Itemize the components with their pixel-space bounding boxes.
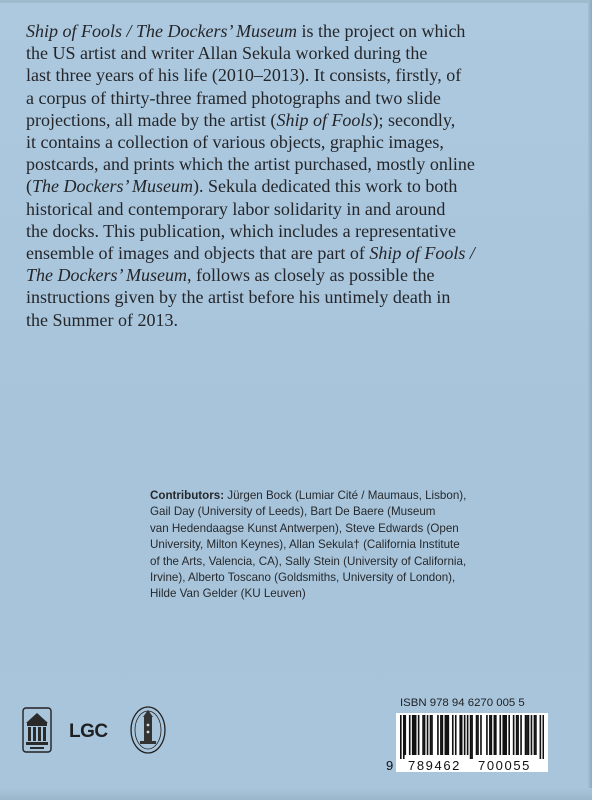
- barcode-bar: [486, 715, 488, 755]
- barcode-bar: [404, 715, 406, 755]
- blurb-line: [26, 220, 496, 242]
- contributors-first-line: [150, 488, 530, 504]
- blurb-text: postcards, and prints which the artist purchased, mostly online: [26, 154, 475, 175]
- contributors-line: van Hedendaagse Kunst Antwerpen), Steve Edwards (Open: [150, 521, 459, 535]
- barcode-bar: [459, 715, 461, 755]
- italic-title-text: The Dockers’ Museum: [26, 265, 187, 286]
- barcode-bar: [528, 715, 530, 755]
- barcode-bar: [412, 715, 414, 755]
- barcode-bar: [499, 715, 501, 755]
- barcode-digit-group-right: 700055: [478, 758, 531, 773]
- blurb-line: [26, 153, 496, 175]
- contributors-label: Contributors:: [150, 489, 225, 502]
- contributors-first-names: Jürgen Bock (Lumiar Cité / Maumaus, Lisbon),: [224, 489, 467, 502]
- barcode-bar: [418, 715, 420, 755]
- barcode-bars: [400, 715, 544, 759]
- barcode-bar: [446, 715, 448, 755]
- italic-title-text: Ship of Fools /: [369, 243, 475, 264]
- barcode-bar: [526, 715, 528, 755]
- barcode-bar: [517, 715, 519, 755]
- barcode-bar: [531, 715, 533, 755]
- blurb-line: [26, 42, 496, 64]
- contributors-line: Gail Day (University of Leeds), Bart De Baere (Museum: [150, 505, 436, 519]
- university-seal-icon: [129, 705, 167, 755]
- barcode-bar: [455, 715, 457, 755]
- blurb-text: ). Sekula dedicated this work to both: [192, 176, 458, 197]
- building-emblem-icon: [22, 707, 52, 753]
- blurb-text: instructions given by the artist before his untimely death in: [26, 287, 451, 308]
- barcode-bar: [540, 715, 542, 759]
- barcode-bar: [520, 715, 522, 755]
- bottom-edge: [0, 788, 592, 800]
- right-edge: [588, 0, 592, 800]
- barcode-bar: [508, 715, 510, 755]
- blurb-text: (: [26, 176, 32, 197]
- barcode-bar: [400, 715, 402, 759]
- blurb-text: projections, all made by the artist (: [26, 109, 277, 130]
- barcode-bar: [470, 715, 472, 759]
- barcode-bar: [495, 715, 497, 755]
- barcode-bar: [431, 715, 433, 755]
- barcode-bar: [513, 715, 515, 755]
- blurb-text: ); secondly,: [372, 109, 456, 130]
- contributors-block: [150, 488, 530, 603]
- blurb-line: [26, 242, 496, 264]
- contributors-line: Irvine), Alberto Toscano (Goldsmiths, University of London),: [150, 571, 456, 585]
- barcode-bar: [442, 715, 444, 755]
- barcode-bar: [489, 715, 491, 755]
- blurb-text: it contains a collection of various objects, graphic images,: [26, 132, 444, 153]
- contributors-line: University, Milton Keynes), Allan Sekula† (California Institute: [150, 538, 460, 552]
- isbn-text: ISBN 978 94 6270 005 5: [400, 697, 525, 709]
- barcode-bar: [516, 715, 518, 755]
- blurb-line: [26, 87, 496, 109]
- barcode-bar: [452, 715, 454, 755]
- barcode-bar: [403, 715, 405, 759]
- blurb-text: the docks. This publication, which includes a representative: [26, 220, 457, 241]
- barcode-bar: [437, 715, 439, 755]
- barcode-bar: [535, 715, 537, 755]
- barcode-bar: [440, 715, 442, 755]
- blurb-line: [26, 131, 496, 153]
- blurb-text: the US artist and writer Allan Sekula worked during the: [26, 43, 428, 64]
- top-edge: [0, 0, 592, 3]
- blurb-line: [26, 309, 496, 331]
- barcode-bar: [430, 715, 432, 755]
- lgc-logo: LGC: [69, 721, 108, 742]
- blurb-text: a corpus of thirty-three framed photographs and two slide: [26, 87, 441, 108]
- barcode-bar: [464, 715, 466, 755]
- blurb-text: historical and contemporary labor solidarity in and around: [26, 198, 446, 219]
- blurb-paragraph: [26, 20, 496, 331]
- barcode-bar: [471, 715, 473, 759]
- barcode-bar: [476, 715, 478, 755]
- barcode-bar: [494, 715, 496, 755]
- barcode-digit-group-left: 789462: [408, 758, 461, 773]
- barcode-bar: [461, 715, 463, 755]
- barcode-bar: [477, 715, 479, 755]
- barcode-bar: [409, 715, 411, 755]
- blurb-text: the Summer of 2013.: [26, 309, 178, 330]
- barcode-first-digit: 9: [386, 758, 394, 773]
- barcode-bar: [448, 715, 450, 755]
- barcode-bar: [480, 715, 482, 755]
- barcode-bar: [445, 715, 447, 755]
- barcode-bar: [525, 715, 527, 755]
- blurb-text: is the project on which: [296, 21, 466, 41]
- barcode-bar: [543, 715, 544, 759]
- barcode-bar: [424, 715, 426, 755]
- blurb-line: [26, 264, 496, 286]
- blurb-text: , follows as closely as possible the: [186, 265, 435, 286]
- italic-title-text: Ship of Fools / The Dockers’ Museum: [26, 21, 297, 41]
- blurb-line: [26, 286, 496, 308]
- blurb-line: [26, 198, 496, 220]
- barcode-bar: [502, 715, 504, 755]
- contributors-line: Hilde Van Gelder (KU Leuven): [150, 587, 306, 601]
- barcode-bar: [534, 715, 536, 755]
- barcode-bar: [505, 715, 507, 755]
- barcode-bar: [415, 715, 417, 755]
- barcode-bar: [467, 715, 469, 755]
- blurb-line: [26, 175, 496, 197]
- barcode-bar: [491, 715, 493, 755]
- blurb-text: last three years of his life (2010–2013). It consists, firstly, of: [26, 65, 462, 86]
- blurb-line: [26, 20, 496, 42]
- blurb-line: [26, 109, 496, 131]
- italic-title-text: Ship of Fools: [276, 109, 373, 130]
- blurb-line: [26, 64, 496, 86]
- barcode-bar: [504, 715, 506, 755]
- contributors-line: of the Arts, Valencia, CA), Sally Stein (University of California,: [150, 554, 467, 568]
- blurb-text: ensemble of images and objects that are part of: [26, 243, 370, 264]
- barcode-bar: [413, 715, 415, 755]
- barcode-bar: [427, 715, 429, 755]
- barcode-bar: [422, 715, 424, 755]
- italic-title-text: The Dockers’ Museum: [32, 176, 193, 197]
